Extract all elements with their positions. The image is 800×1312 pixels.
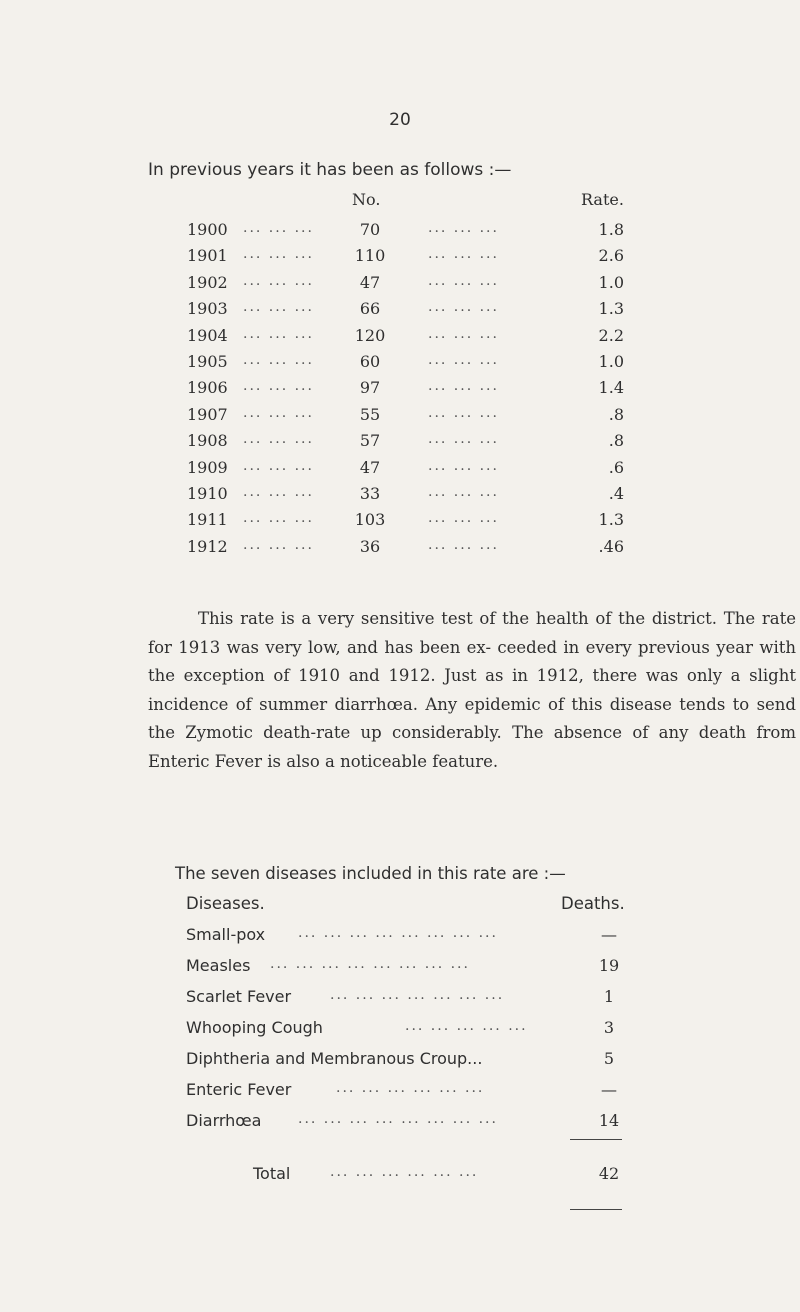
disease-table-row xyxy=(0,1049,800,1079)
leader-dots: ... ... ... xyxy=(428,510,499,527)
disease-table-header-deaths: Deaths. xyxy=(561,894,625,913)
leader-dots: ... ... ... xyxy=(243,536,314,553)
year-table-row xyxy=(0,299,800,325)
rate-cell: 1.3 xyxy=(598,510,624,530)
number-cell: 103 xyxy=(354,510,386,530)
disease-name-cell: Diarrhœa xyxy=(186,1111,262,1130)
year-cell: 1905 xyxy=(187,352,228,371)
year-cell: 1911 xyxy=(187,510,228,530)
leader-dots: ... ... ... xyxy=(428,325,499,342)
total-row xyxy=(0,1164,800,1194)
year-table-row xyxy=(0,405,800,431)
number-cell: 120 xyxy=(354,325,386,345)
disease-name-cell: Small-pox xyxy=(186,925,266,944)
leader-dots: ... ... ... ... ... ... ... ... xyxy=(298,925,498,941)
number-cell: 110 xyxy=(354,246,386,266)
leader-dots: ... ... ... xyxy=(243,220,314,236)
year-table-header-no: No. xyxy=(352,190,381,209)
leader-dots: ... ... ... xyxy=(243,378,314,395)
year-table-row xyxy=(0,510,800,536)
leader-dots: ... ... ... ... ... ... xyxy=(336,1080,485,1096)
number-cell: 36 xyxy=(359,536,381,556)
disease-name-cell: Diphtheria and Membranous Croup... xyxy=(186,1049,483,1068)
disease-name-cell: Enteric Fever xyxy=(186,1080,292,1099)
disease-table-row xyxy=(0,987,800,1017)
rate-cell: 2.2 xyxy=(598,325,624,345)
body-paragraph xyxy=(148,605,796,776)
leader-dots: ... ... ... ... ... ... ... ... xyxy=(298,1111,498,1127)
leader-dots: ... ... ... xyxy=(428,246,499,263)
leader-dots: ... ... ... xyxy=(243,272,314,289)
number-cell: 33 xyxy=(359,484,381,503)
disease-table-row xyxy=(0,1080,800,1110)
deaths-cell: 19 xyxy=(598,956,620,975)
leader-dots: ... ... ... ... ... ... ... ... xyxy=(270,956,470,972)
year-cell: 1908 xyxy=(187,431,228,451)
leader-dots: ... ... ... xyxy=(428,457,499,474)
leader-dots: ... ... ... xyxy=(428,220,499,236)
disease-table-header-diseases: Diseases. xyxy=(186,894,265,913)
leader-dots: ... ... ... xyxy=(243,246,314,263)
rate-cell: 2.6 xyxy=(598,246,624,266)
leader-dots: ... ... ... xyxy=(428,378,499,395)
leader-dots: ... ... ... xyxy=(428,352,499,368)
year-table-row xyxy=(0,378,800,404)
deaths-cell: 14 xyxy=(598,1111,620,1130)
year-table-row xyxy=(0,352,800,378)
number-cell: 47 xyxy=(359,457,381,477)
disease-name-cell: Whooping Cough xyxy=(186,1018,323,1037)
year-cell: 1910 xyxy=(187,484,228,503)
total-rule-bottom xyxy=(570,1209,622,1210)
leader-dots: ... ... ... ... ... ... ... xyxy=(330,987,505,1003)
leader-dots: ... ... ... xyxy=(243,457,314,474)
diseases-intro: The seven diseases included in this rate are :— xyxy=(175,864,566,883)
year-cell: 1902 xyxy=(187,272,228,292)
disease-name-cell: Scarlet Fever xyxy=(186,987,292,1006)
year-table-header-rate: Rate. xyxy=(581,190,624,209)
leader-dots: ... ... ... xyxy=(243,404,314,421)
leader-dots: ... ... ... xyxy=(428,431,499,448)
leader-dots: ... ... ... xyxy=(243,299,314,316)
year-cell: 1906 xyxy=(187,378,228,398)
rate-cell: .6 xyxy=(608,457,624,477)
number-cell: 97 xyxy=(359,378,381,398)
year-table-row xyxy=(0,484,800,510)
leader-dots: ... ... ... xyxy=(243,431,314,448)
year-cell: 1907 xyxy=(187,404,228,424)
year-cell: 1903 xyxy=(187,299,228,319)
year-table-row xyxy=(0,246,800,272)
leader-dots: ... ... ... xyxy=(428,272,499,289)
year-cell: 1904 xyxy=(187,325,228,345)
number-cell: 70 xyxy=(359,220,381,239)
total-rule-top xyxy=(570,1139,622,1140)
number-cell: 55 xyxy=(359,404,381,424)
disease-name-cell: Measles xyxy=(186,956,251,975)
year-table-row xyxy=(0,537,800,563)
year-cell: 1912 xyxy=(187,536,228,556)
total-value: 42 xyxy=(598,1164,620,1183)
deaths-cell: 1 xyxy=(603,987,615,1006)
year-cell: 1901 xyxy=(187,246,228,266)
page-number: 20 xyxy=(389,110,411,130)
deaths-cell: — xyxy=(601,1080,617,1099)
year-table-row xyxy=(0,220,800,246)
deaths-cell: 3 xyxy=(603,1018,615,1037)
leader-dots: ... ... ... xyxy=(243,510,314,527)
deaths-cell: — xyxy=(601,925,617,944)
leader-dots: ... ... ... xyxy=(243,352,314,368)
disease-table-row xyxy=(0,956,800,986)
number-cell: 60 xyxy=(359,352,381,371)
year-cell: 1900 xyxy=(187,220,228,239)
intro-text: In previous years it has been as follows :— xyxy=(148,160,512,180)
year-table-row xyxy=(0,458,800,484)
year-table-row xyxy=(0,273,800,299)
total-leader-dots: ... ... ... ... ... ... xyxy=(330,1164,479,1180)
rate-cell: .8 xyxy=(608,431,624,451)
leader-dots: ... ... ... xyxy=(243,325,314,342)
rate-cell: .4 xyxy=(608,484,624,503)
rate-cell: 1.4 xyxy=(598,378,624,398)
leader-dots: ... ... ... xyxy=(428,484,499,500)
rate-cell: 1.0 xyxy=(598,272,624,292)
number-cell: 57 xyxy=(359,431,381,451)
year-cell: 1909 xyxy=(187,457,228,477)
rate-cell: 1.8 xyxy=(598,220,624,239)
number-cell: 66 xyxy=(359,299,381,319)
rate-cell: .8 xyxy=(608,404,624,424)
leader-dots: ... ... ... xyxy=(428,536,499,553)
number-cell: 47 xyxy=(359,272,381,292)
rate-cell: .46 xyxy=(598,536,624,556)
paragraph-text: This rate is a very sensitive test of the health of the district. The rate for 1913 was very low, and has been ex- ceeded in every previous year with the exception of 1910 and 1912. Just as in 1912, there was only a slight incidence of summer diarrhœa. Any epidemic of this disease tends to send the Zymotic death-rate up considerably. The absence of any death from Enteric Fever is also a noticeable feature. xyxy=(148,609,796,771)
disease-table-row xyxy=(0,1111,800,1141)
leader-dots: ... ... ... ... ... xyxy=(405,1018,528,1034)
deaths-cell: 5 xyxy=(603,1049,615,1068)
year-table-row xyxy=(0,431,800,457)
leader-dots: ... ... ... xyxy=(428,299,499,316)
leader-dots: ... ... ... xyxy=(428,404,499,421)
leader-dots: ... ... ... xyxy=(243,484,314,500)
disease-table-row xyxy=(0,1018,800,1048)
rate-cell: 1.0 xyxy=(598,352,624,371)
year-table-row xyxy=(0,326,800,352)
disease-table-row xyxy=(0,925,800,955)
rate-cell: 1.3 xyxy=(598,299,624,319)
total-label: Total xyxy=(253,1164,291,1183)
